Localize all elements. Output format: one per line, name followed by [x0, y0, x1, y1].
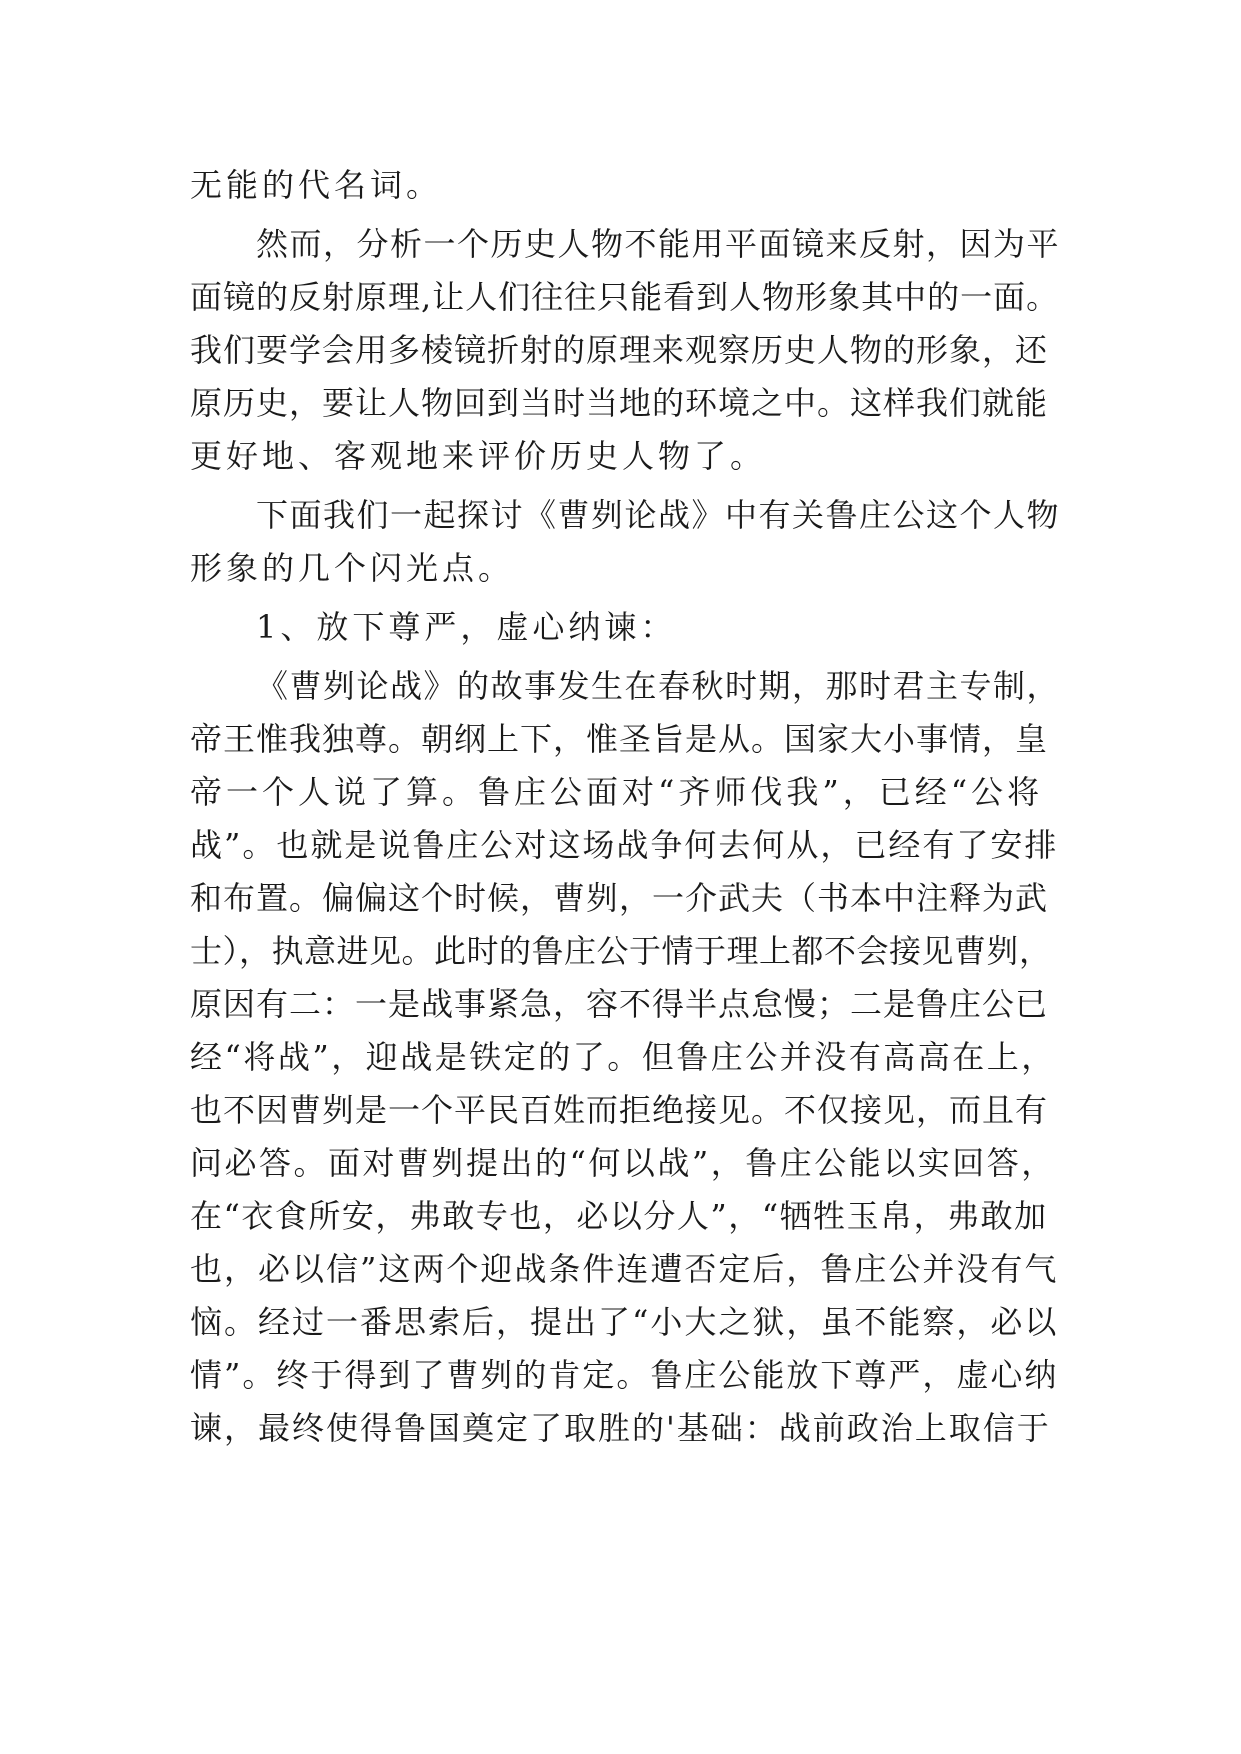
paragraph-first-line: 下面我们一起探讨《曹刿论战》中有关鲁庄公这个人物	[256, 496, 1061, 534]
text-line: 原因有二：一是战事紧急，容不得半点怠慢；二是鲁庄公已	[190, 985, 1049, 1023]
text-line: 在“衣食所安，弗敢专也，必以分人”，“牺牲玉帛，弗敢加	[190, 1197, 1048, 1235]
text-line: 问必答。面对曹刿提出的“何以战”，鲁庄公能以实回答，	[190, 1144, 1056, 1182]
text-line: 情”。终于得到了曹刿的肯定。鲁庄公能放下尊严，虚心纳	[190, 1356, 1059, 1394]
paragraph-first-line: 《曹刿论战》的故事发生在春秋时期，那时君主专制，	[256, 667, 1061, 705]
text-line: 原历史，要让人物回到当时当地的环境之中。这样我们就能	[190, 384, 1049, 422]
text-line: 士），执意进见。此时的鲁庄公于情于理上都不会接见曹刿，	[190, 932, 1052, 970]
paragraph-first-line: 然而，分析一个历史人物不能用平面镜来反射，因为平	[256, 225, 1061, 263]
text-line: 无能的代名词。	[190, 166, 443, 204]
text-line: 也不因曹刿是一个平民百姓而拒绝接见。不仅接见，而且有	[190, 1091, 1049, 1129]
text-line: 谏，最终使得鲁国奠定了取胜的'基础：战前政治上取信于	[190, 1409, 1051, 1447]
text-line: 战”。也就是说鲁庄公对这场战争何去何从，已经有了安排	[190, 826, 1059, 864]
text-line: 和布置。偏偏这个时候，曹刿，一介武夫（书本中注释为武	[190, 879, 1049, 917]
text-line: 帝一个人说了算。鲁庄公面对“齐师伐我”，已经“公将	[190, 773, 1044, 811]
section-heading: 1、放下尊严，虚心纳谏：	[256, 608, 677, 646]
text-line: 经“将战”，迎战是铁定的了。但鲁庄公并没有高高在上，	[190, 1038, 1056, 1076]
text-line: 我们要学会用多棱镜折射的原理来观察历史人物的形象，还	[190, 331, 1049, 369]
text-line: 面镜的反射原理,让人们往往只能看到人物形象其中的一面。	[190, 278, 1060, 316]
text-line: 帝王惟我独尊。朝纲上下，惟圣旨是从。国家大小事情，皇	[190, 720, 1049, 758]
text-line: 也，必以信”这两个迎战条件连遭否定后，鲁庄公并没有气	[190, 1250, 1059, 1288]
text-line: 更好地、客观地来评价历史人物了。	[190, 437, 767, 475]
text-line: 形象的几个闪光点。	[190, 549, 515, 587]
text-line: 恼。经过一番思索后，提出了“小大之狱，虽不能察，必以	[190, 1303, 1059, 1341]
